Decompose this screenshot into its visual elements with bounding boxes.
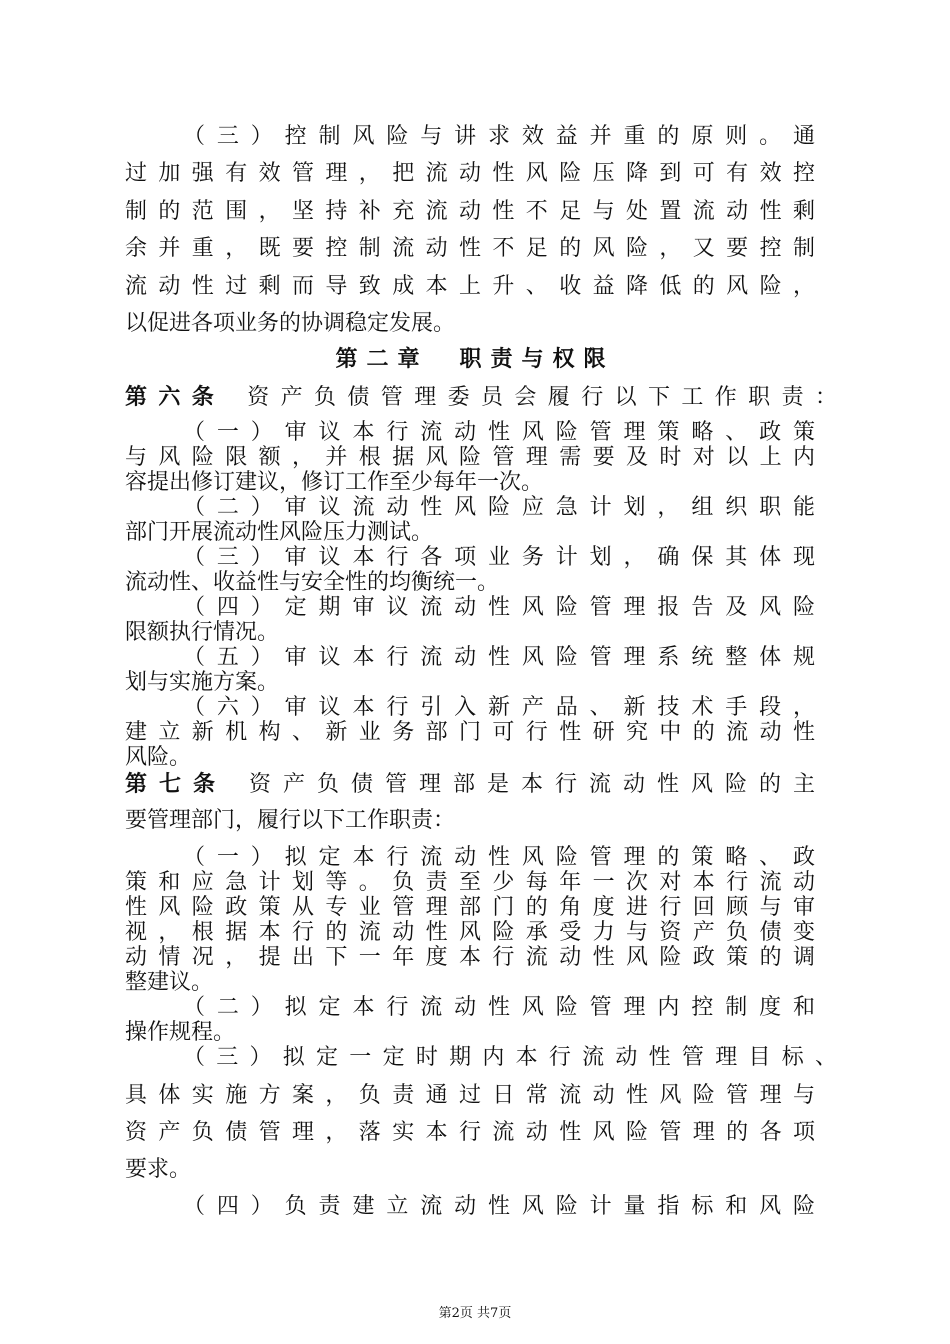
list-item: （一）拟定本行流动性风险管理的策略、政 — [183, 845, 815, 870]
list-item: （四）负责建立流动性风险计量指标和风险 — [183, 1194, 815, 1219]
paragraph-line: 余并重，既要控制流动性不足的风险，又要控制 — [125, 236, 815, 261]
article-label: 第七条 — [125, 771, 227, 797]
paragraph-line: 限额执行情况。 — [125, 620, 280, 645]
list-item: （四）定期审议流动性风险管理报告及风险 — [183, 595, 815, 620]
article-label: 第六条 — [125, 384, 226, 410]
paragraph-line: 视，根据本行的流动性风险承受力与资产负债变 — [125, 920, 815, 945]
article-text: 资产负债管理部是本行流动性风险的主 — [249, 772, 815, 797]
paragraph-line: 要管理部门，履行以下工作职责： — [125, 808, 456, 833]
list-item: （三）拟定一定时期内本行流动性管理目标、 — [183, 1045, 837, 1070]
article-7-heading — [125, 771, 815, 798]
paragraph-line: 流动性过剩而导致成本上升、收益降低的风险， — [125, 274, 815, 299]
chapter-title: 第二章 职责与权限 — [335, 346, 615, 372]
article-text: 资产负债管理委员会履行以下工作职责： — [247, 385, 837, 410]
list-item: （三）审议本行各项业务计划，确保其体现 — [183, 545, 815, 570]
paragraph-line: 要求。 — [125, 1157, 192, 1182]
paragraph-line: 整建议。 — [125, 970, 214, 995]
paragraph-line: 流动性、收益性与安全性的均衡统一。 — [125, 570, 500, 595]
paragraph-line: 部门开展流动性风险压力测试。 — [125, 520, 434, 545]
paragraph-line: 容提出修订建议，修订工作至少每年一次。 — [125, 470, 544, 495]
paragraph-line: 制的范围，坚持补充流动性不足与处置流动性剩 — [125, 199, 815, 224]
paragraph-line: 风险。 — [125, 745, 192, 770]
paragraph-line: 以促进各项业务的协调稳定发展。 — [125, 311, 456, 336]
paragraph-line: 性风险政策从专业管理部门的角度进行回顾与审 — [125, 895, 815, 920]
paragraph-line: 操作规程。 — [125, 1020, 236, 1045]
list-item: （六）审议本行引入新产品、新技术手段， — [183, 695, 815, 720]
paragraph-line: 动情况，提出下一年度本行流动性风险政策的调 — [125, 945, 815, 970]
paragraph-line: 与风险限额，并根据风险管理需要及时对以上内 — [125, 445, 815, 470]
list-item: （二）拟定本行流动性风险管理内控制度和 — [183, 995, 815, 1020]
paragraph-line: 具体实施方案，负责通过日常流动性风险管理与 — [125, 1083, 815, 1108]
list-item: （二）审议流动性风险应急计划，组织职能 — [183, 495, 815, 520]
paragraph-line: 资产负债管理，落实本行流动性风险管理的各项 — [125, 1120, 815, 1145]
list-item: （一）审议本行流动性风险管理策略、政策 — [183, 420, 815, 445]
paragraph-line: 划与实施方案。 — [125, 670, 280, 695]
page-number: 第2页 共7页 — [438, 1306, 512, 1321]
paragraph-line: 过加强有效管理，把流动性风险压降到可有效控 — [125, 161, 815, 186]
paragraph-line: 建立新机构、新业务部门可行性研究中的流动性 — [125, 720, 815, 745]
article-6-heading — [125, 384, 837, 411]
paragraph-line: 策和应急计划等。负责至少每年一次对本行流动 — [125, 870, 815, 895]
paragraph-line: （三）控制风险与讲求效益并重的原则。通 — [183, 124, 815, 149]
list-item: （五）审议本行流动性风险管理系统整体规 — [183, 645, 815, 670]
